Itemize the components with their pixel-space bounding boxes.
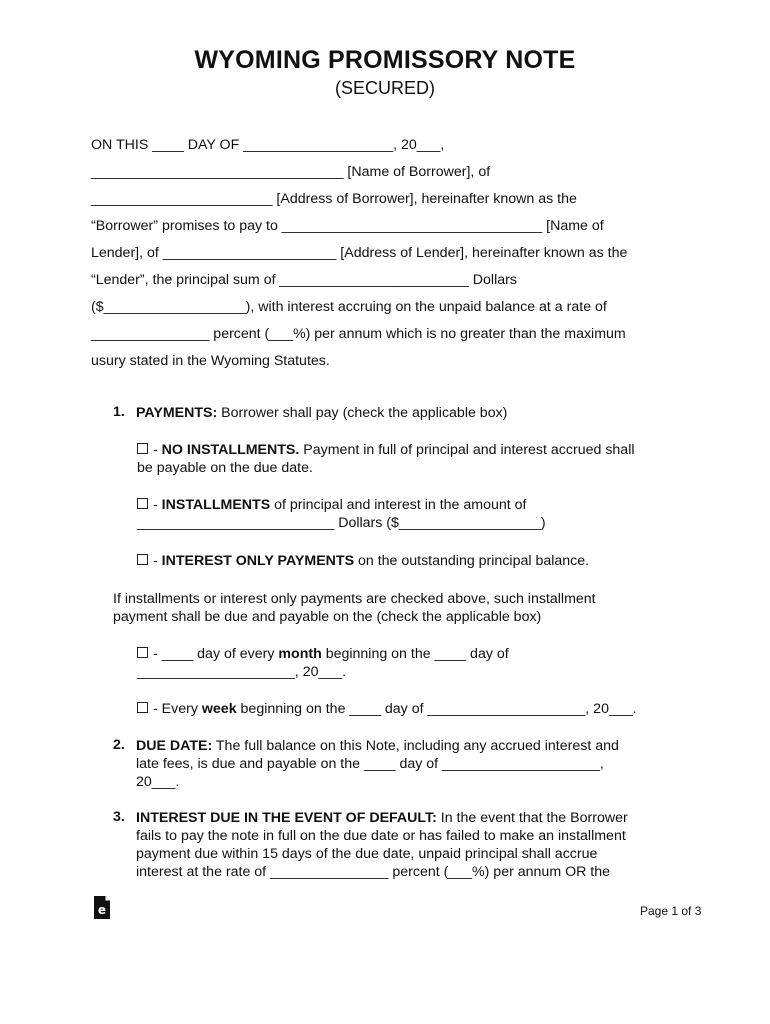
intro-line-2: ________________________________ [Name of Borrower], of (91, 164, 491, 180)
installment-schedule-paragraph (113, 590, 596, 626)
section-1-heading: PAYMENTS: (136, 405, 218, 421)
monthly-post: beginning on the ____ day of (321, 646, 509, 662)
section-3-heading: INTEREST DUE IN THE EVENT OF DEFAULT: (136, 810, 437, 826)
document-title: WYOMING PROMISSORY NOTE (194, 46, 576, 74)
monthly-line-2: ____________________, 20___. (137, 664, 347, 680)
interest-only-text: on the outstanding principal balance. (354, 553, 590, 569)
section-2-heading-row (113, 737, 125, 753)
section-1-heading-row (113, 404, 125, 420)
section-3-text-c: payment due within 15 days of the due date, unpaid principal shall accrue (136, 846, 598, 862)
no-installments-text-b: be payable on the due date. (137, 460, 313, 476)
interest-only-label: INTEREST ONLY PAYMENTS (161, 553, 355, 569)
monthly-pre: - ____ day of every (153, 646, 279, 662)
weekly-pre: - Every (153, 701, 202, 717)
section-3-text-a: In the event that the Borrower (436, 810, 628, 826)
option-no-installments (137, 441, 635, 477)
no-installments-label: NO INSTALLMENTS. (161, 442, 300, 458)
section-2-text (136, 737, 619, 791)
page-number: Page 1 of 3 (640, 904, 702, 918)
intro-line-9: usury stated in the Wyoming Statutes. (91, 353, 330, 369)
intro-line-7: ($__________________), with interest accruing on the unpaid balance at a rate of (91, 299, 607, 315)
document-subtitle: (SECURED) (334, 78, 435, 98)
monthly-label: month (278, 646, 322, 662)
option-installments (137, 496, 546, 532)
installments-checkbox[interactable] (137, 498, 148, 509)
svg-text:e: e (97, 903, 107, 917)
section-3-number: 3. (113, 809, 125, 825)
section-2-text-a: The full balance on this Note, including any accrued interest and (212, 738, 619, 754)
monthly-checkbox[interactable] (137, 647, 148, 658)
intro-line-4: “Borrower” promises to pay to _________________________________ [Name of (91, 218, 604, 234)
section-3-heading-row (113, 809, 125, 825)
intro-line-5: Lender], of ______________________ [Address of Lender], hereinafter known as the (91, 245, 628, 261)
option-weekly (137, 700, 637, 718)
section-1-body: Borrower shall pay (check the applicable box) (217, 405, 508, 421)
section-3-text (136, 809, 628, 881)
section-3-text-b: fails to pay the note in full on the due date or has failed to make an installment (136, 828, 626, 844)
installments-text-b: _________________________ Dollars ($__________________) (137, 515, 546, 531)
option-monthly (137, 645, 509, 681)
dash-text: - (153, 442, 162, 458)
section-2-number: 2. (113, 737, 125, 753)
section-2-text-c: 20___. (136, 774, 180, 790)
option-interest-only (137, 552, 589, 570)
weekly-post: beginning on the ____ day of ____________________, 20___. (236, 701, 637, 717)
weekly-checkbox[interactable] (137, 702, 148, 713)
intro-line-3: _______________________ [Address of Borrower], hereinafter known as the (91, 191, 577, 207)
installments-text-a: of principal and interest in the amount of (270, 497, 527, 513)
eforms-logo-icon (93, 895, 111, 920)
installment-para-b: payment shall be due and payable on the (check the applicable box) (113, 609, 542, 625)
section-2-heading: DUE DATE: (136, 738, 213, 754)
dash-text: - (153, 497, 162, 513)
no-installments-checkbox[interactable] (137, 443, 148, 454)
installment-para-a: If installments or interest only payments are checked above, such installment (113, 591, 596, 607)
section-2-text-b: late fees, is due and payable on the ____ day of ____________________, (136, 756, 604, 772)
intro-line-8: _______________ percent (___%) per annum which is no greater than the maximum (91, 326, 626, 342)
intro-line-1: ON THIS ____ DAY OF ___________________, 20___, (91, 137, 445, 153)
interest-only-checkbox[interactable] (137, 554, 148, 565)
installments-label: INSTALLMENTS (161, 497, 271, 513)
section-3-text-d: interest at the rate of _______________ percent (___%) per annum OR the (136, 864, 611, 880)
weekly-label: week (201, 701, 237, 717)
section-1-text (136, 404, 507, 422)
no-installments-text-a: Payment in full of principal and interest accrued shall (299, 442, 635, 458)
intro-line-6: “Lender”, the principal sum of ________________________ Dollars (91, 272, 517, 288)
dash-text: - (153, 553, 162, 569)
section-1-number: 1. (113, 404, 125, 420)
